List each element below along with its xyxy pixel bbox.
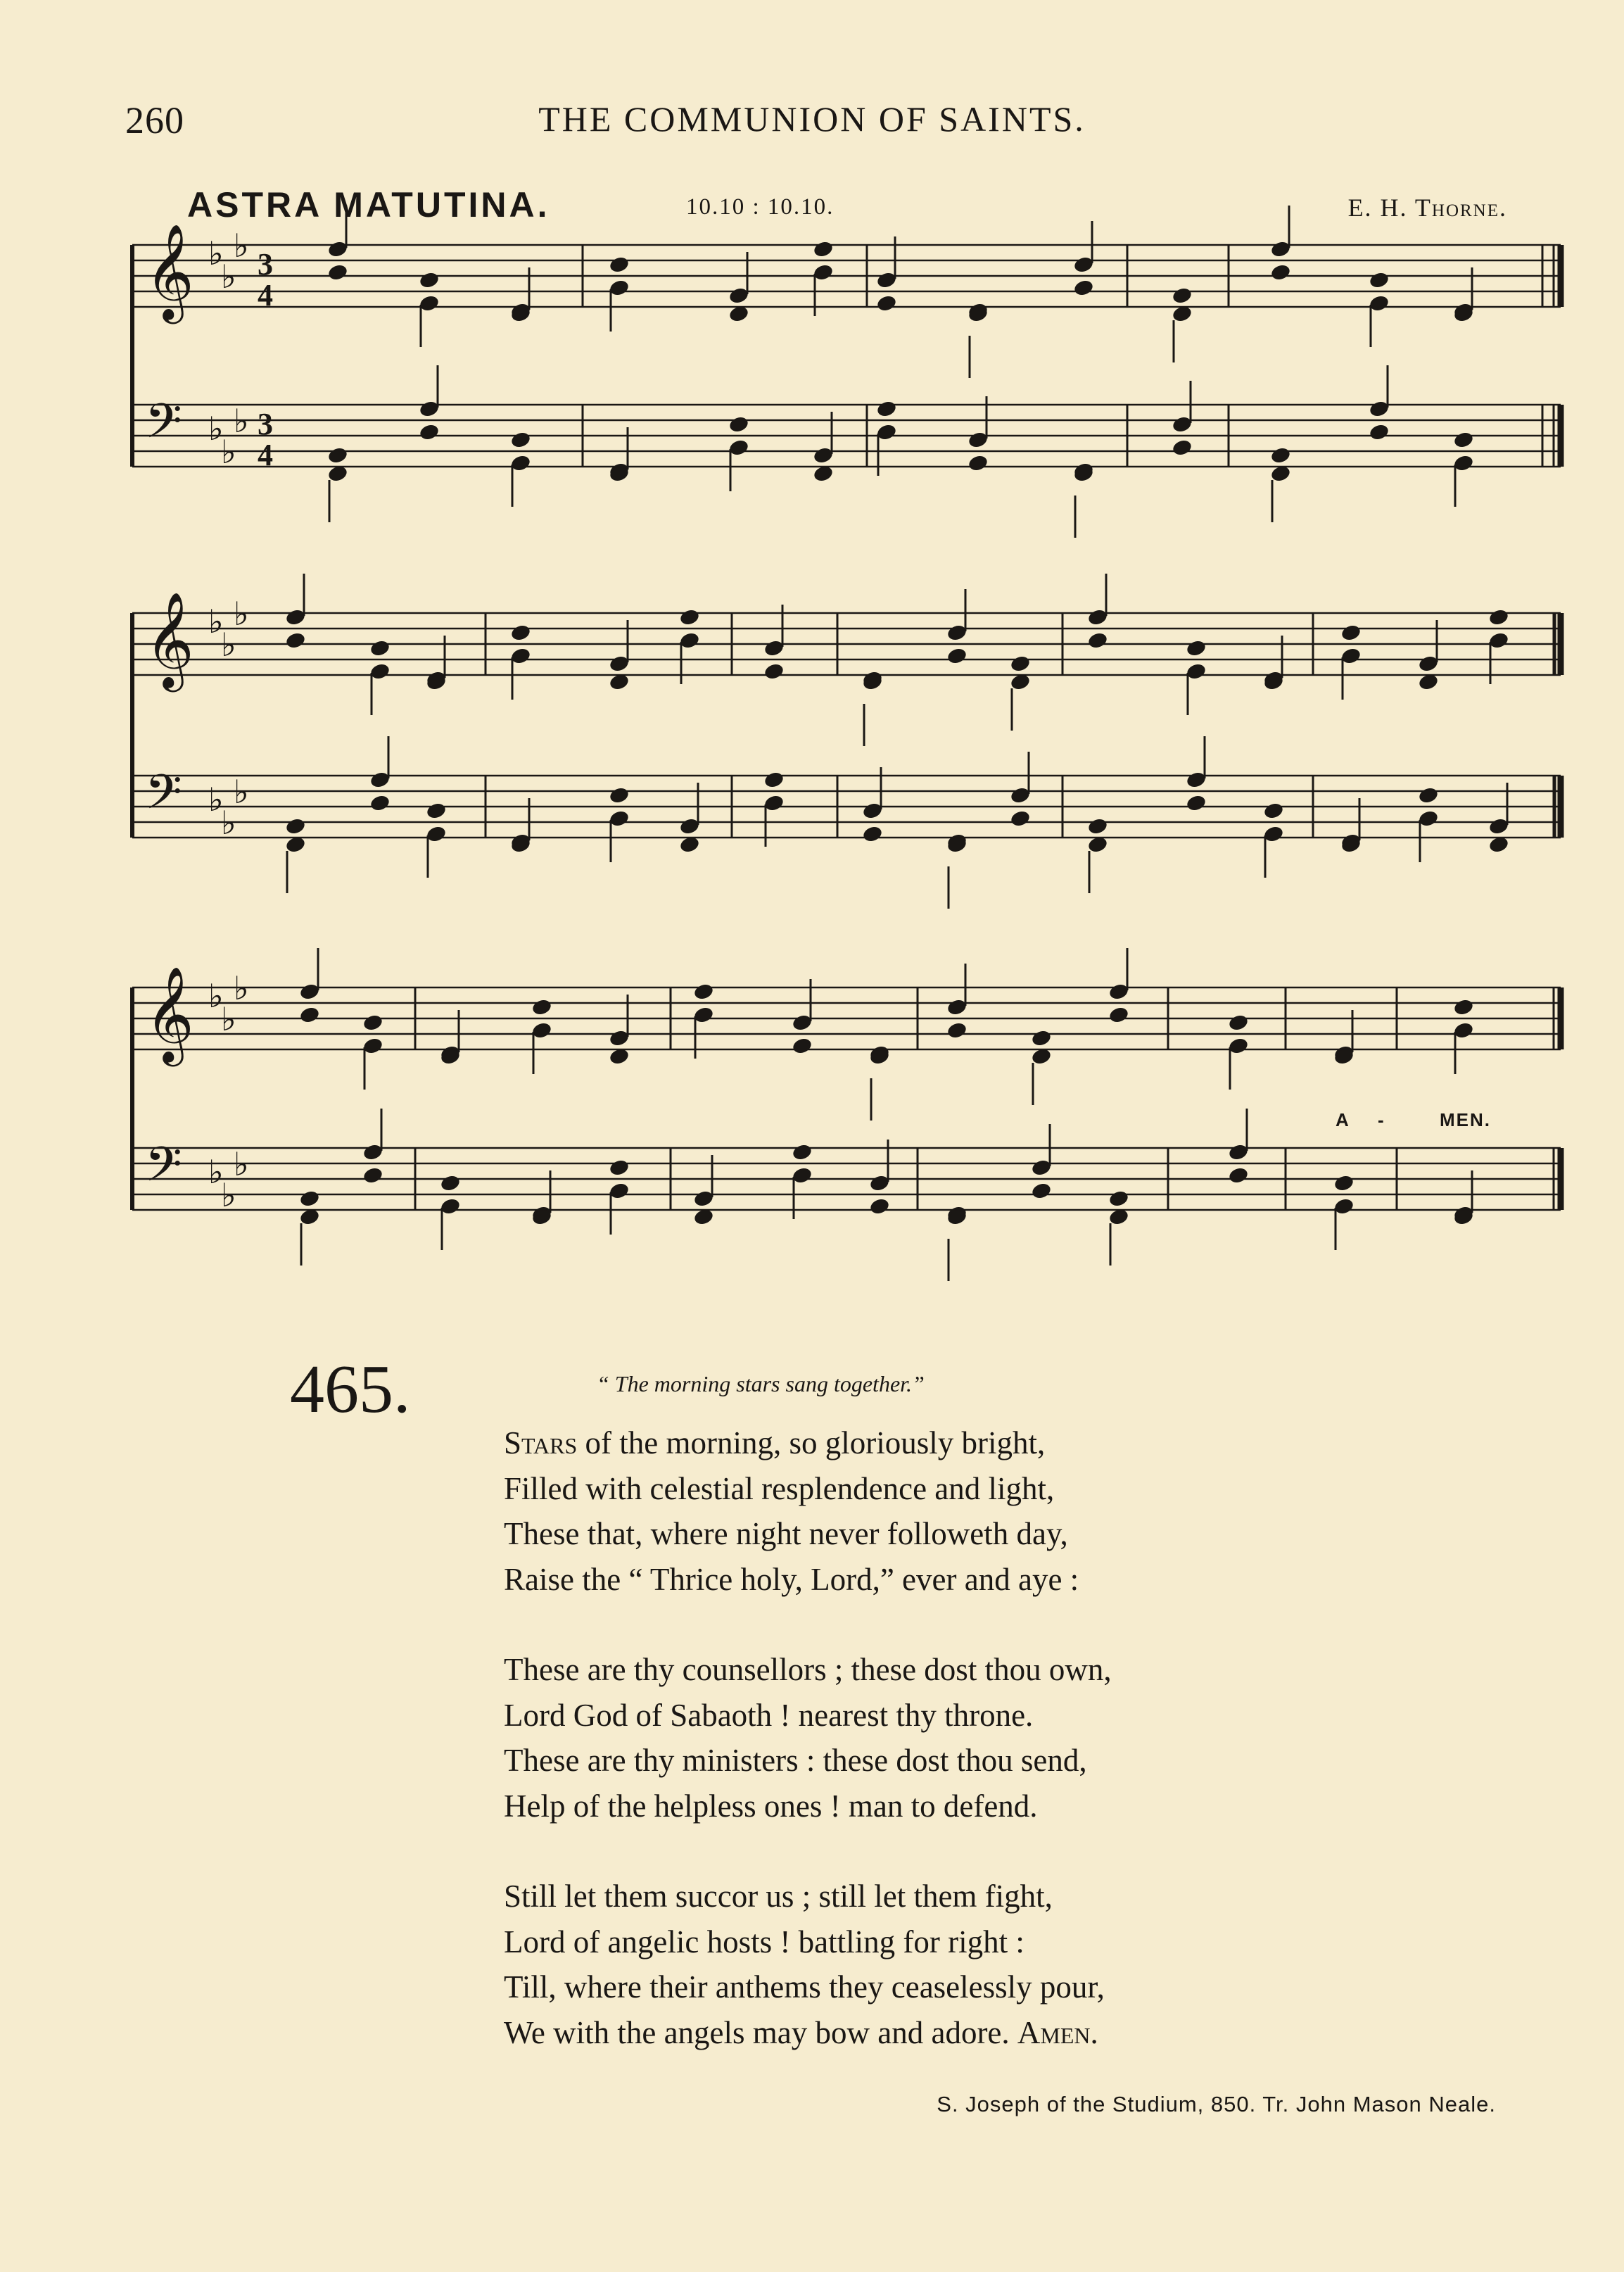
note-head-icon bbox=[728, 415, 750, 434]
note-head-icon bbox=[362, 1166, 384, 1185]
stanza-2 bbox=[504, 1647, 1112, 1829]
flat-sign-icon: ♭ bbox=[208, 781, 224, 819]
flat-sign-icon: ♭ bbox=[234, 969, 249, 1007]
note-head-icon bbox=[1087, 817, 1109, 836]
note-head-icon bbox=[1369, 423, 1390, 442]
treble-clef-icon: 𝄞 bbox=[145, 965, 194, 1062]
note-head-icon bbox=[369, 639, 391, 658]
flat-sign-icon: ♭ bbox=[221, 258, 236, 296]
verse-line: Lord God of Sabaoth ! nearest thy throne. bbox=[504, 1697, 1034, 1733]
note-head-icon bbox=[862, 825, 884, 844]
bass-clef-icon: 𝄢 bbox=[145, 394, 182, 461]
note-head-icon bbox=[299, 1189, 321, 1208]
verse-line: These are thy counsellors ; these dost thou own, bbox=[504, 1652, 1112, 1687]
note-head-icon bbox=[369, 794, 391, 813]
attribution: S. Joseph of the Studium, 850. Tr. John Mason Neale. bbox=[937, 2092, 1496, 2116]
bass-clef-icon: 𝄢 bbox=[145, 765, 182, 832]
amen-label: A bbox=[1336, 1109, 1350, 1130]
note-head-icon bbox=[876, 400, 898, 419]
flat-sign-icon: ♭ bbox=[208, 977, 224, 1015]
note-head-icon bbox=[1453, 998, 1475, 1017]
note-head-icon bbox=[327, 263, 349, 282]
note-head-icon bbox=[1010, 655, 1032, 674]
tune-name: ASTRA MATUTINA. bbox=[187, 185, 550, 225]
flat-sign-icon: ♭ bbox=[208, 410, 224, 448]
note-head-icon bbox=[327, 446, 349, 465]
flat-sign-icon: ♭ bbox=[221, 433, 236, 471]
note-head-icon bbox=[946, 647, 968, 666]
note-head-icon bbox=[968, 454, 989, 473]
note-head-icon bbox=[693, 983, 715, 1002]
note-head-icon bbox=[419, 423, 440, 442]
verse-line: These are thy ministers : these dost thou send, bbox=[504, 1743, 1087, 1778]
verse-line: Still let them succor us ; still let them fight, bbox=[504, 1879, 1053, 1914]
time-signature-icon: 3 bbox=[258, 407, 273, 441]
verse-line: Help of the helpless ones ! man to defend. bbox=[504, 1788, 1038, 1824]
note-head-icon bbox=[1073, 279, 1095, 298]
stanza-1 bbox=[504, 1420, 1112, 1602]
time-signature-icon: 4 bbox=[258, 438, 273, 472]
treble-clef-icon: 𝄞 bbox=[145, 222, 194, 320]
flat-sign-icon: ♭ bbox=[208, 602, 224, 640]
note-head-icon bbox=[1031, 1029, 1053, 1048]
note-head-icon bbox=[1172, 286, 1193, 305]
note-head-icon bbox=[609, 1159, 630, 1178]
note-head-icon bbox=[510, 431, 532, 450]
running-title: THE COMMUNION OF SAINTS. bbox=[538, 99, 1086, 139]
note-head-icon bbox=[1333, 1174, 1355, 1193]
note-head-icon bbox=[1418, 786, 1440, 805]
verse-line: Lord of angelic hosts ! battling for right : bbox=[504, 1924, 1024, 1959]
hymn-verses bbox=[504, 1420, 1112, 2100]
flat-sign-icon: ♭ bbox=[234, 1145, 249, 1183]
time-signature-icon: 3 bbox=[258, 247, 273, 282]
note-head-icon bbox=[1108, 1006, 1130, 1025]
note-head-icon bbox=[531, 998, 553, 1017]
time-signature-icon: 4 bbox=[258, 278, 273, 313]
flat-sign-icon: ♭ bbox=[234, 595, 249, 633]
flat-sign-icon: ♭ bbox=[221, 1000, 236, 1038]
note-head-icon bbox=[609, 255, 630, 274]
tune-meter: 10.10 : 10.10. bbox=[686, 194, 835, 220]
composer: E. H. Thorne. bbox=[1347, 194, 1507, 222]
flat-sign-icon: ♭ bbox=[221, 626, 236, 664]
note-head-icon bbox=[1186, 794, 1207, 813]
note-head-icon bbox=[1340, 624, 1362, 643]
note-head-icon bbox=[1031, 1182, 1053, 1201]
note-head-icon bbox=[1488, 608, 1510, 627]
note-head-icon bbox=[285, 631, 307, 650]
note-head-icon bbox=[440, 1174, 462, 1193]
amen-word: Amen. bbox=[1017, 2014, 1098, 2050]
verse-line: Till, where their anthems they ceaselessly pour, bbox=[504, 1969, 1105, 2005]
note-head-icon bbox=[813, 240, 835, 259]
note-head-icon bbox=[1369, 271, 1390, 290]
verse-line: These that, where night never followeth day, bbox=[504, 1516, 1068, 1551]
note-head-icon bbox=[1010, 809, 1032, 828]
note-head-icon bbox=[510, 624, 532, 643]
bass-clef-icon: 𝄢 bbox=[145, 1137, 182, 1204]
note-head-icon bbox=[792, 1037, 813, 1056]
note-head-icon bbox=[1228, 1014, 1250, 1033]
treble-clef-icon: 𝄞 bbox=[145, 591, 194, 688]
note-head-icon bbox=[1263, 802, 1285, 821]
note-head-icon bbox=[792, 1143, 813, 1162]
flat-sign-icon: ♭ bbox=[234, 773, 249, 811]
flat-sign-icon: ♭ bbox=[221, 804, 236, 842]
note-head-icon bbox=[1270, 446, 1292, 465]
note-head-icon bbox=[679, 608, 701, 627]
note-head-icon bbox=[1453, 431, 1475, 450]
note-head-icon bbox=[419, 271, 440, 290]
note-head-icon bbox=[876, 294, 898, 313]
note-head-icon bbox=[1228, 1166, 1250, 1185]
epigraph: “ The morning stars sang together.” bbox=[597, 1371, 925, 1396]
note-head-icon bbox=[763, 771, 785, 790]
verse-line: Filled with celestial resplendence and light, bbox=[504, 1470, 1055, 1506]
note-head-icon bbox=[1108, 1189, 1130, 1208]
note-head-icon bbox=[299, 1006, 321, 1025]
note-head-icon bbox=[946, 1021, 968, 1040]
amen-label: MEN. bbox=[1440, 1109, 1491, 1130]
note-head-icon bbox=[869, 1197, 891, 1216]
verse-line: Stars of the morning, so gloriously bright, bbox=[504, 1425, 1046, 1460]
flat-sign-icon: ♭ bbox=[208, 234, 224, 272]
note-head-icon bbox=[1172, 438, 1193, 457]
verse-line: Raise the “ Thrice holy, Lord,” ever and aye : bbox=[504, 1561, 1079, 1597]
note-head-icon bbox=[1186, 639, 1207, 658]
note-head-icon bbox=[1087, 631, 1109, 650]
page-number: 260 bbox=[125, 99, 184, 141]
note-head-icon bbox=[1270, 263, 1292, 282]
note-head-icon bbox=[609, 786, 630, 805]
verse-line: We with the angels may bow and adore. Amen. bbox=[504, 2014, 1098, 2050]
hymn-number: 465. bbox=[290, 1351, 411, 1427]
note-head-icon bbox=[763, 662, 785, 681]
flat-sign-icon: ♭ bbox=[208, 1153, 224, 1191]
flat-sign-icon: ♭ bbox=[234, 227, 249, 265]
flat-sign-icon: ♭ bbox=[221, 1176, 236, 1214]
note-head-icon bbox=[285, 817, 307, 836]
flat-sign-icon: ♭ bbox=[234, 402, 249, 440]
note-head-icon bbox=[362, 1014, 384, 1033]
stanza-3 bbox=[504, 1874, 1112, 2055]
note-head-icon bbox=[426, 802, 448, 821]
amen-label: - bbox=[1378, 1109, 1385, 1130]
